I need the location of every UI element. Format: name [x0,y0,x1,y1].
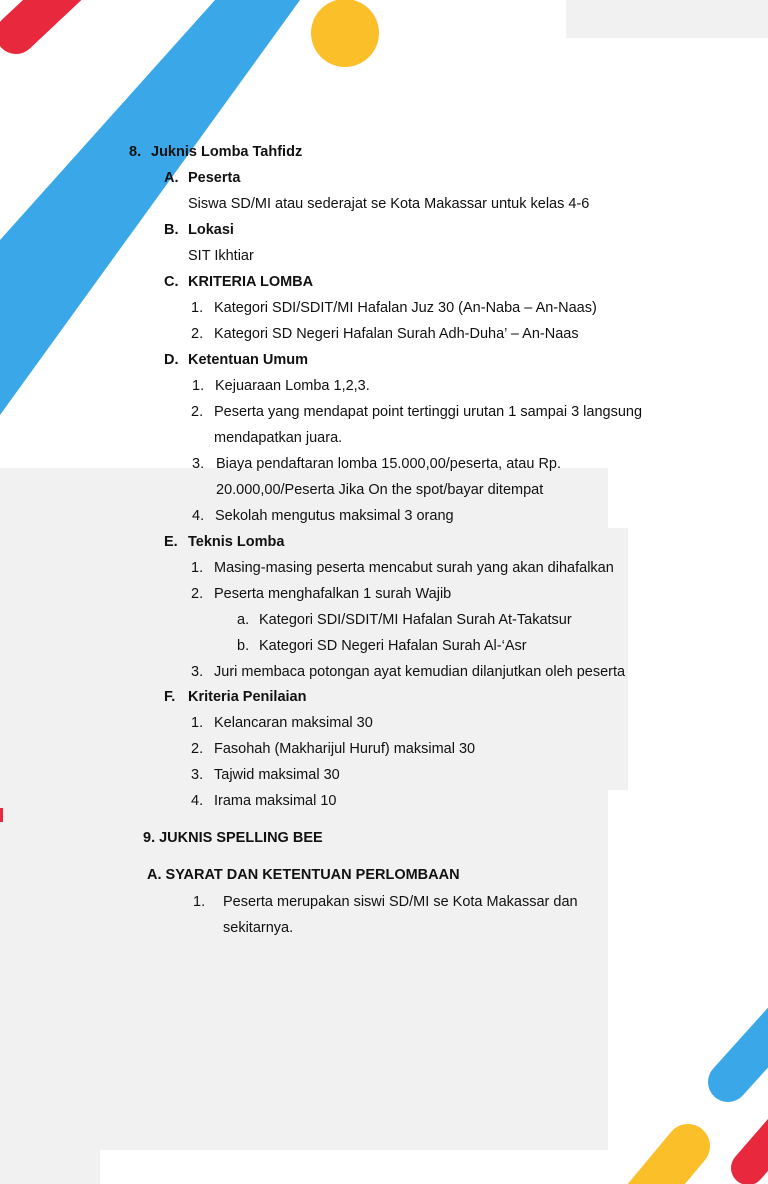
list-number: 3. [192,456,205,472]
list-number: 1. [192,378,205,394]
sub-d-letter: D. [164,352,179,368]
sub-b-text: SIT Ikhtiar [188,248,254,264]
sub-a-label: Peserta [188,170,241,186]
sublist-item-text: Kategori SD Negeri Hafalan Surah Al-‘Asr [259,638,527,654]
section-9-sub-a-label: A. SYARAT DAN KETENTUAN PERLOMBAAN [147,867,460,883]
sub-e-label: Teknis Lomba [188,534,285,550]
list-number: 3. [191,767,204,783]
list-item-text: Kategori SDI/SDIT/MI Hafalan Juz 30 (An-Naba – An-Naas) [214,300,597,316]
list-item-text: Juri membaca potongan ayat kemudian dilanjutkan oleh peserta [214,664,626,680]
sublist-letter: b. [237,638,250,654]
list-item-continuation: sekitarnya. [223,920,294,936]
list-item-text: Tajwid maksimal 30 [214,767,340,783]
sub-f-letter: F. [164,689,176,705]
list-number: 2. [191,586,204,602]
sub-b-label: Lokasi [188,222,234,238]
list-number: 1. [193,894,206,910]
sub-b-letter: B. [164,222,179,238]
list-number: 2. [191,741,204,757]
list-number: 2. [191,326,204,342]
list-item-text: Peserta menghafalkan 1 surah Wajib [214,586,452,602]
sub-f-label: Kriteria Penilaian [188,689,307,705]
list-item-text: Peserta yang mendapat point tertinggi urutan 1 sampai 3 langsung [214,404,643,420]
sublist-item-text: Kategori SDI/SDIT/MI Hafalan Surah At-Takatsur [259,612,572,628]
list-number: 1. [191,300,204,316]
sub-a-letter: A. [164,170,179,186]
section-9-title: 9. JUKNIS SPELLING BEE [143,830,323,846]
list-number: 4. [191,793,204,809]
list-number: 4. [192,508,205,524]
list-item-text: Fasohah (Makharijul Huruf) maksimal 30 [214,741,476,757]
list-item-text: Irama maksimal 10 [214,793,337,809]
section-8-number: 8. [129,144,142,160]
list-number: 1. [191,715,204,731]
sub-c-label: KRITERIA LOMBA [188,274,314,290]
list-number: 1. [191,560,204,576]
sub-e-letter: E. [164,534,178,550]
list-item-text: Masing-masing peserta mencabut surah yang akan dihafalkan [214,560,614,576]
list-item-text: Sekolah mengutus maksimal 3 orang [215,508,454,524]
list-item-text: Biaya pendaftaran lomba 15.000,00/peserta, atau Rp. [216,456,562,472]
list-number: 3. [191,664,204,680]
list-item-text: Peserta merupakan siswi SD/MI se Kota Makassar dan [223,894,578,910]
list-item-text: Kejuaraan Lomba 1,2,3. [215,378,370,394]
list-item-text: Kategori SD Negeri Hafalan Surah Adh-Duha’ – An-Naas [214,326,579,342]
list-item-text: Kelancaran maksimal 30 [214,715,373,731]
sublist-letter: a. [237,612,250,628]
sub-d-label: Ketentuan Umum [188,352,309,368]
section-8-title: Juknis Lomba Tahfidz [151,144,303,160]
list-item-continuation: 20.000,00/Peserta Jika On the spot/bayar ditempat [216,482,544,498]
list-item-continuation: mendapatkan juara. [214,430,343,446]
list-number: 2. [191,404,204,420]
sub-a-text: Siswa SD/MI atau sederajat se Kota Makassar untuk kelas 4-6 [188,196,590,212]
sub-c-letter: C. [164,274,179,290]
